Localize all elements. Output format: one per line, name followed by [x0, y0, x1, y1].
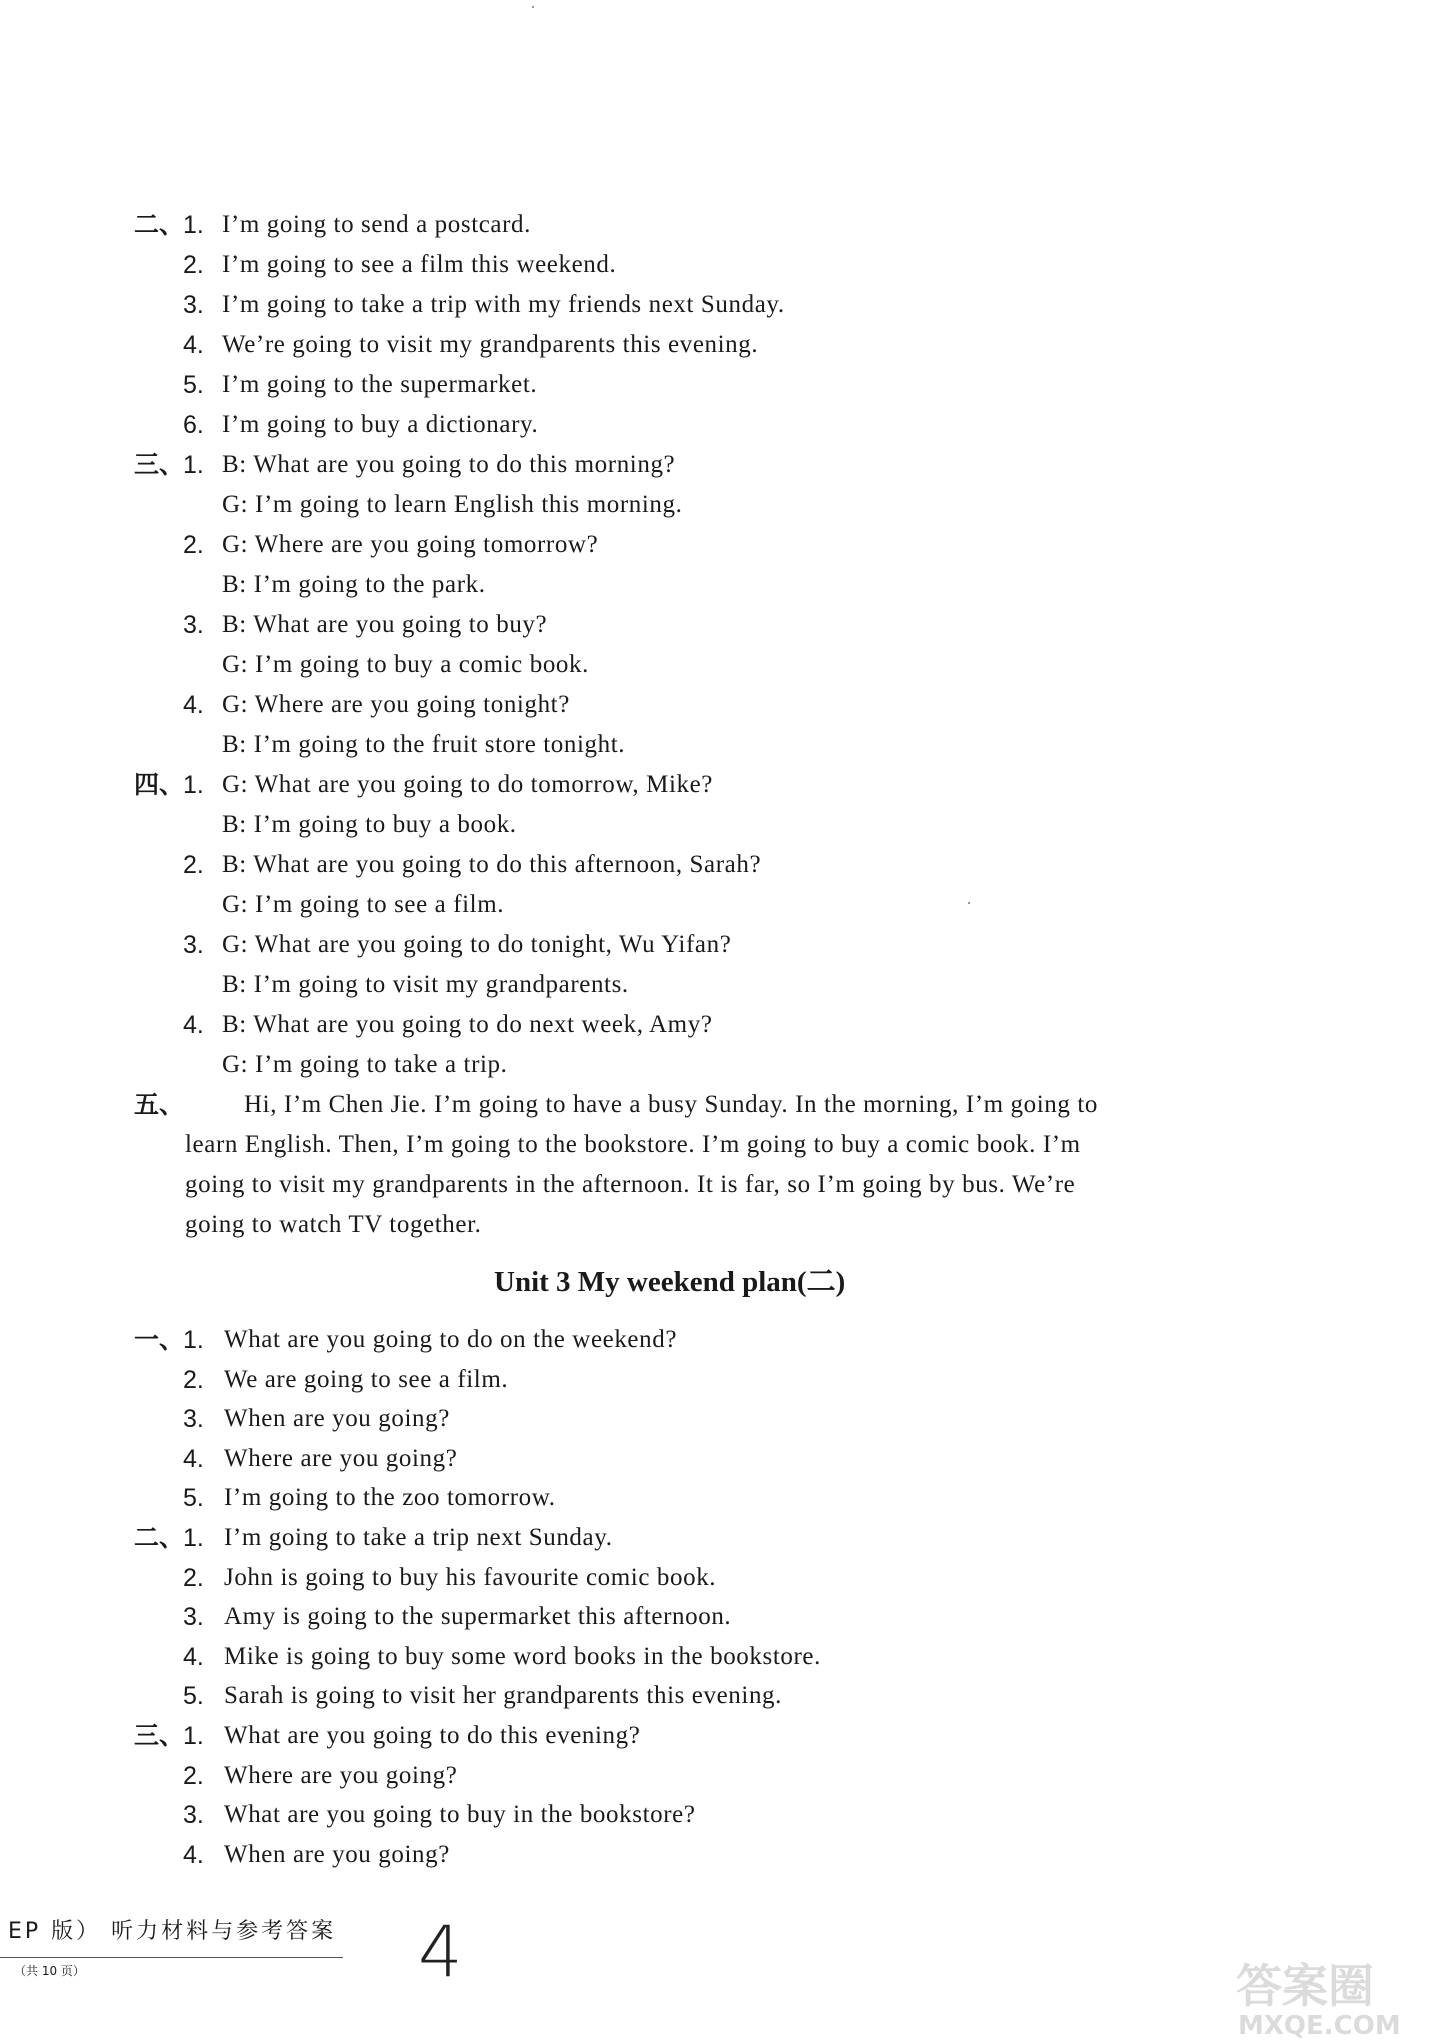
speck: [532, 6, 534, 8]
unit-heading: Unit 3 My weekend plan(二): [494, 1266, 846, 1298]
item-number: 1.: [183, 1524, 204, 1552]
answer-line: G: I’m going to buy a comic book.: [222, 651, 589, 678]
watermark-text: 答案圈: [1236, 1959, 1374, 2013]
item-number: 4.: [183, 1840, 204, 1869]
answer-line: I’m going to the zoo tomorrow.: [224, 1484, 556, 1512]
answer-line: When are you going?: [224, 1840, 450, 1868]
section-marker: 三、: [134, 1721, 185, 1750]
item-number: 6.: [183, 411, 204, 439]
answer-line: I’m going to send a postcard.: [222, 211, 532, 238]
answer-line: What are you going to buy in the bookstore?: [224, 1801, 696, 1829]
item-number: 2.: [183, 1761, 204, 1790]
answer-line: G: I’m going to learn English this morning.: [222, 491, 683, 518]
item-number: 4.: [183, 691, 204, 719]
answer-line: I’m going to buy a dictionary.: [222, 411, 539, 438]
item-number: 1.: [183, 771, 204, 799]
section-marker: 一、: [134, 1325, 185, 1354]
watermark-logo: [1228, 1950, 1438, 2040]
item-number: 2.: [183, 1563, 204, 1592]
watermark-url: MXQE.COM: [1238, 2011, 1401, 2040]
item-number: 2.: [183, 851, 204, 879]
answer-line: B: What are you going to do this afternoon, Sarah?: [222, 851, 762, 878]
answer-line: B: I’m going to visit my grandparents.: [222, 971, 629, 998]
answer-line: John is going to buy his favourite comic book.: [224, 1563, 717, 1591]
section-marker: 二、: [134, 1523, 185, 1552]
answer-line: What are you going to do this evening?: [224, 1722, 641, 1749]
answer-line: What are you going to do on the weekend?: [224, 1326, 678, 1353]
answer-line: G: What are you going to do tonight, Wu Yifan?: [222, 931, 732, 958]
paragraph-line: Hi, I’m Chen Jie. I’m going to have a busy Sunday. In the morning, I’m going to: [244, 1091, 1098, 1118]
answer-line: Amy is going to the supermarket this afternoon.: [224, 1603, 732, 1631]
answer-line: Sarah is going to visit her grandparents this evening.: [224, 1682, 782, 1710]
answer-line: Where are you going?: [224, 1761, 458, 1789]
item-number: 3.: [183, 931, 204, 959]
section-marker: 三、: [134, 450, 185, 479]
item-number: 1.: [183, 1722, 204, 1750]
answer-line: G: I’m going to see a film.: [222, 891, 505, 918]
item-number: 2.: [183, 531, 204, 559]
answer-line: B: I’m going to the park.: [222, 571, 486, 598]
item-number: 1.: [183, 451, 204, 479]
answer-line: When are you going?: [224, 1405, 450, 1433]
answer-line: B: I’m going to buy a book.: [222, 811, 517, 838]
item-number: 3.: [183, 1801, 204, 1830]
item-number: 4.: [183, 1444, 204, 1473]
section-marker: 五、: [134, 1090, 185, 1119]
item-number: 2.: [183, 251, 204, 279]
footer-rule: [0, 1957, 343, 1958]
item-number: 3.: [183, 1603, 204, 1632]
paragraph-line: going to watch TV together.: [185, 1211, 482, 1238]
paragraph-line: going to visit my grandparents in the afternoon. It is far, so I’m going by bus. We’re: [185, 1171, 1076, 1198]
answer-line: I’m going to the supermarket.: [222, 371, 538, 398]
item-number: 5.: [183, 1484, 204, 1513]
item-number: 4.: [183, 1642, 204, 1671]
item-number: 5.: [183, 371, 204, 399]
item-number: 3.: [183, 291, 204, 319]
item-number: 3.: [183, 1405, 204, 1434]
item-number: 4.: [183, 1011, 204, 1039]
item-number: 2.: [183, 1365, 204, 1394]
answer-line: B: What are you going to buy?: [222, 611, 548, 638]
answer-line: G: Where are you going tonight?: [222, 691, 570, 718]
item-number: 1.: [183, 211, 204, 239]
answer-line: G: What are you going to do tomorrow, Mike?: [222, 771, 713, 798]
item-number: 1.: [183, 1326, 204, 1354]
speck: [968, 902, 970, 904]
footer-label: EP 版） 听力材料与参考答案: [8, 1919, 337, 1944]
answer-line: I’m going to take a trip with my friends next Sunday.: [222, 291, 785, 318]
answer-line: Mike is going to buy some word books in the bookstore.: [224, 1642, 821, 1670]
answer-line: We’re going to visit my grandparents this evening.: [222, 331, 759, 358]
answer-line: Where are you going?: [224, 1444, 458, 1472]
answer-line: We are going to see a film.: [224, 1365, 509, 1393]
answer-line: G: I’m going to take a trip.: [222, 1051, 508, 1078]
answer-line: B: I’m going to the fruit store tonight.: [222, 731, 626, 758]
footer-page-count: （共 10 页）: [14, 1964, 85, 1978]
page-number: 4: [418, 1911, 463, 1993]
item-number: 3.: [183, 611, 204, 639]
answer-line: G: Where are you going tomorrow?: [222, 531, 599, 558]
answer-line: B: What are you going to do next week, Amy?: [222, 1011, 713, 1038]
answer-line: B: What are you going to do this morning?: [222, 451, 676, 478]
answer-line: I’m going to take a trip next Sunday.: [224, 1524, 613, 1551]
section-marker: 四、: [134, 770, 185, 799]
paragraph-line: learn English. Then, I’m going to the bookstore. I’m going to buy a comic book. I’m: [185, 1131, 1081, 1158]
item-number: 5.: [183, 1682, 204, 1711]
answer-line: I’m going to see a film this weekend.: [222, 251, 617, 278]
item-number: 4.: [183, 331, 204, 359]
section-marker: 二、: [134, 210, 185, 239]
